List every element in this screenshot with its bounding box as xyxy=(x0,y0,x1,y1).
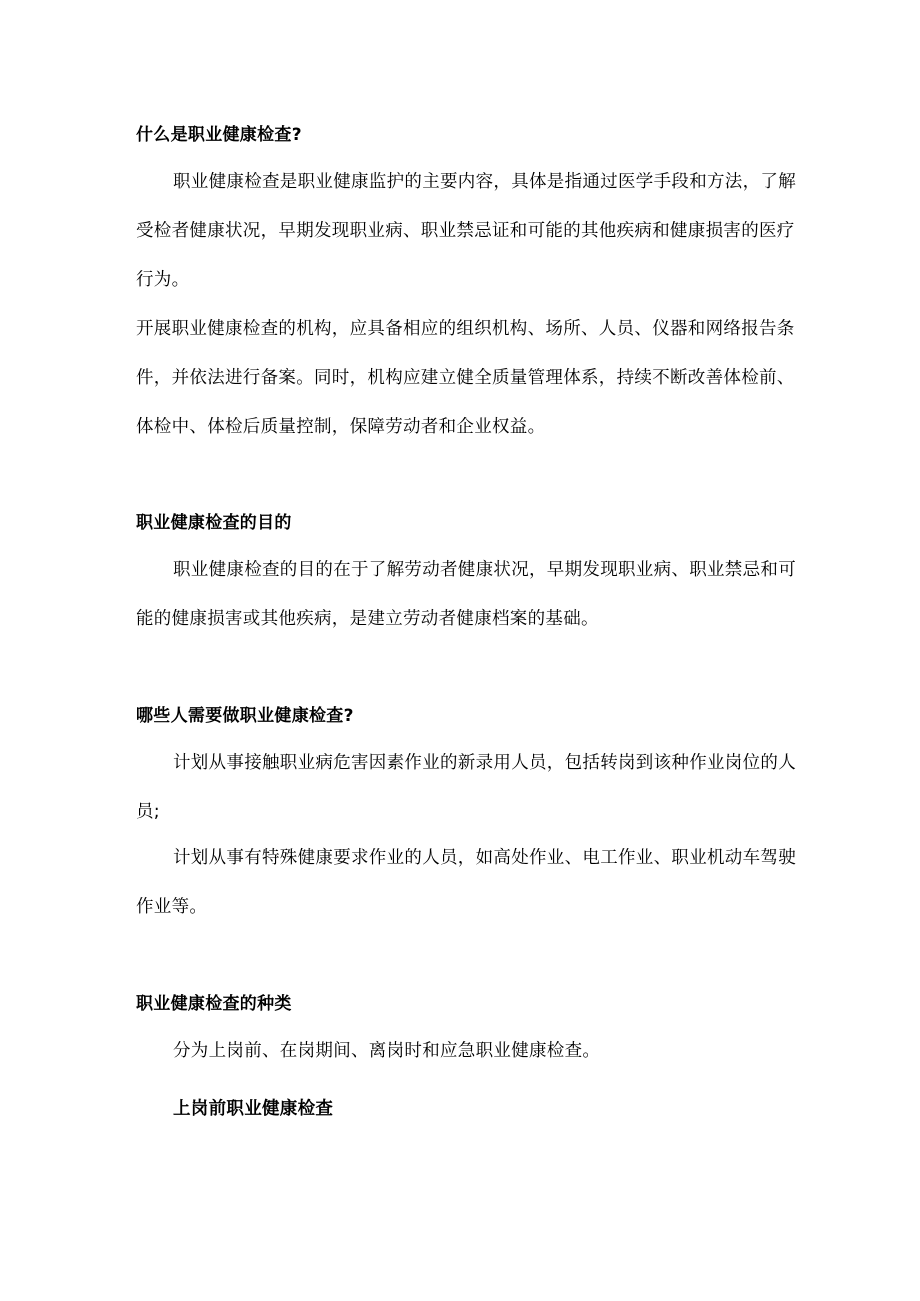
paragraph-purpose: 职业健康检查的目的在于了解劳动者健康状况，早期发现职业病、职业禁忌和可能的健康损害或其他疾病，是建立劳动者健康档案的基础。 xyxy=(136,560,796,629)
section-heading-purpose: 职业健康检查的目的 xyxy=(136,513,292,533)
paragraph-definition: 职业健康检查是职业健康监护的主要内容，具体是指通过医学手段和方法，了解受检者健康状况，早期发现职业病、职业禁忌证和可能的其他疾病和健康损害的医疗行为。 xyxy=(136,172,796,290)
paragraph-types: 分为上岗前、在岗期间、离岗时和应急职业健康检查。 xyxy=(173,1041,601,1061)
paragraph-special-requirements: 计划从事有特殊健康要求作业的人员，如高处作业、电工作业、职业机动车驾驶作业等。 xyxy=(136,848,796,917)
paragraph-institution-requirements: 开展职业健康检查的机构，应具备相应的组织机构、场所、人员、仪器和网络报告条件，并依法进行备案。同时，机构应建立健全质量管理体系，持续不断改善体检前、体检中、体检后质量控制，保障劳动者和企业权益。 xyxy=(136,319,795,437)
section-heading-who-needs: 哪些人需要做职业健康检查? xyxy=(136,706,354,726)
paragraph-new-hires: 计划从事接触职业病危害因素作业的新录用人员，包括转岗到该种作业岗位的人员; xyxy=(136,753,796,822)
section-heading-types: 职业健康检查的种类 xyxy=(136,994,292,1014)
section-heading-what-is: 什么是职业健康检查? xyxy=(136,125,302,145)
subheading-pre-employment: 上岗前职业健康检查 xyxy=(173,1099,334,1119)
